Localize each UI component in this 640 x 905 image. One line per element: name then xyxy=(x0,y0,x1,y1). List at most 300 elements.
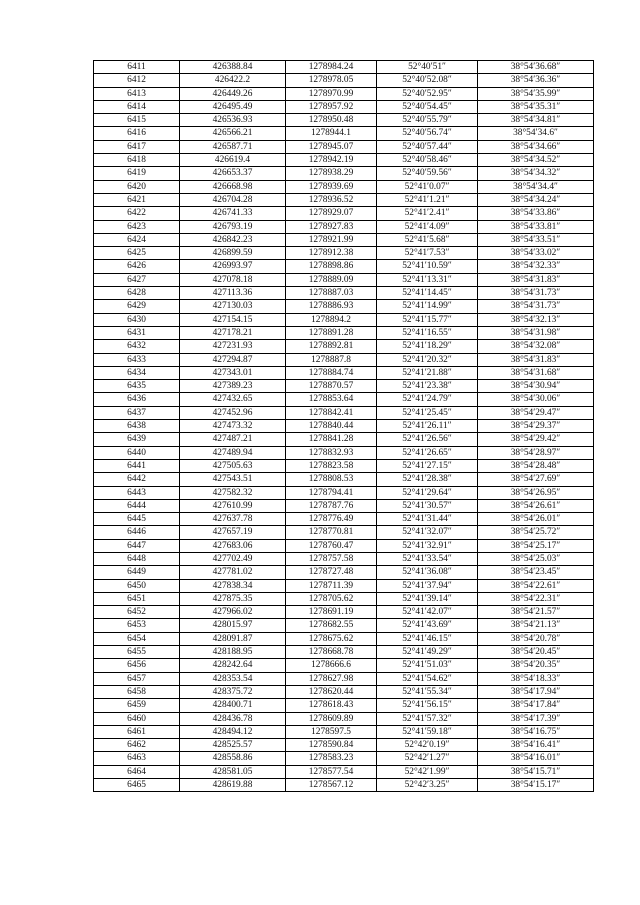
latitude-cell: 52°41′23.38″ xyxy=(377,380,478,393)
y-coordinate-cell: 1278891.28 xyxy=(286,326,377,339)
point-number-cell: 6444 xyxy=(94,499,180,512)
latitude-cell: 52°40′57.44″ xyxy=(377,140,478,153)
y-coordinate-cell: 1278898.86 xyxy=(286,260,377,273)
x-coordinate-cell: 428619.88 xyxy=(180,779,286,792)
x-coordinate-cell: 427294.87 xyxy=(180,353,286,366)
x-coordinate-cell: 427473.32 xyxy=(180,420,286,433)
point-number-cell: 6416 xyxy=(94,127,180,140)
x-coordinate-cell: 427683.06 xyxy=(180,539,286,552)
table-row xyxy=(94,61,594,74)
longitude-cell: 38°54′33.86″ xyxy=(478,207,594,220)
table-row xyxy=(94,725,594,738)
point-number-cell: 6457 xyxy=(94,672,180,685)
latitude-cell: 52°41′51.03″ xyxy=(377,659,478,672)
longitude-cell: 38°54′17.84″ xyxy=(478,699,594,712)
longitude-cell: 38°54′31.73″ xyxy=(478,300,594,313)
longitude-cell: 38°54′16.75″ xyxy=(478,725,594,738)
x-coordinate-cell: 426704.28 xyxy=(180,193,286,206)
y-coordinate-cell: 1278886.93 xyxy=(286,300,377,313)
longitude-cell: 38°54′34.24″ xyxy=(478,193,594,206)
table-row xyxy=(94,552,594,565)
point-number-cell: 6443 xyxy=(94,486,180,499)
latitude-cell: 52°42′1.99″ xyxy=(377,765,478,778)
longitude-cell: 38°54′33.81″ xyxy=(478,220,594,233)
longitude-cell: 38°54′25.03″ xyxy=(478,552,594,565)
y-coordinate-cell: 1278929.07 xyxy=(286,207,377,220)
table-row xyxy=(94,566,594,579)
table-row xyxy=(94,712,594,725)
point-number-cell: 6419 xyxy=(94,167,180,180)
point-number-cell: 6423 xyxy=(94,220,180,233)
latitude-cell: 52°41′16.55″ xyxy=(377,326,478,339)
y-coordinate-cell: 1278942.19 xyxy=(286,154,377,167)
x-coordinate-cell: 426653.37 xyxy=(180,167,286,180)
x-coordinate-cell: 426449.26 xyxy=(180,87,286,100)
latitude-cell: 52°40′52.95″ xyxy=(377,87,478,100)
point-number-cell: 6436 xyxy=(94,393,180,406)
point-number-cell: 6440 xyxy=(94,446,180,459)
y-coordinate-cell: 1278727.48 xyxy=(286,566,377,579)
point-number-cell: 6432 xyxy=(94,340,180,353)
y-coordinate-cell: 1278887.8 xyxy=(286,353,377,366)
x-coordinate-cell: 428525.57 xyxy=(180,739,286,752)
table-row xyxy=(94,393,594,406)
x-coordinate-cell: 426619.4 xyxy=(180,154,286,167)
latitude-cell: 52°41′26.65″ xyxy=(377,446,478,459)
table-row xyxy=(94,74,594,87)
table-row xyxy=(94,765,594,778)
point-number-cell: 6451 xyxy=(94,592,180,605)
x-coordinate-cell: 428558.86 xyxy=(180,752,286,765)
latitude-cell: 52°41′29.64″ xyxy=(377,486,478,499)
longitude-cell: 38°54′20.35″ xyxy=(478,659,594,672)
table-row xyxy=(94,366,594,379)
y-coordinate-cell: 1278675.62 xyxy=(286,632,377,645)
x-coordinate-cell: 427432.65 xyxy=(180,393,286,406)
point-number-cell: 6424 xyxy=(94,233,180,246)
point-number-cell: 6417 xyxy=(94,140,180,153)
point-number-cell: 6459 xyxy=(94,699,180,712)
longitude-cell: 38°54′30.94″ xyxy=(478,380,594,393)
latitude-cell: 52°41′14.45″ xyxy=(377,287,478,300)
latitude-cell: 52°41′57.32″ xyxy=(377,712,478,725)
latitude-cell: 52°41′28.38″ xyxy=(377,473,478,486)
table-row xyxy=(94,579,594,592)
x-coordinate-cell: 428436.78 xyxy=(180,712,286,725)
point-number-cell: 6425 xyxy=(94,247,180,260)
latitude-cell: 52°41′13.31″ xyxy=(377,273,478,286)
longitude-cell: 38°54′32.33″ xyxy=(478,260,594,273)
x-coordinate-cell: 426388.84 xyxy=(180,61,286,74)
latitude-cell: 52°41′46.15″ xyxy=(377,632,478,645)
point-number-cell: 6462 xyxy=(94,739,180,752)
latitude-cell: 52°41′49.29″ xyxy=(377,646,478,659)
y-coordinate-cell: 1278609.89 xyxy=(286,712,377,725)
x-coordinate-cell: 427505.63 xyxy=(180,459,286,472)
table-row xyxy=(94,752,594,765)
table-row xyxy=(94,353,594,366)
x-coordinate-cell: 427543.51 xyxy=(180,473,286,486)
table-row xyxy=(94,659,594,672)
latitude-cell: 52°41′5.68″ xyxy=(377,233,478,246)
table-row xyxy=(94,87,594,100)
point-number-cell: 6464 xyxy=(94,765,180,778)
longitude-cell: 38°54′27.69″ xyxy=(478,473,594,486)
latitude-cell: 52°40′54.45″ xyxy=(377,100,478,113)
x-coordinate-cell: 427452.96 xyxy=(180,406,286,419)
table-row xyxy=(94,592,594,605)
x-coordinate-cell: 427389.23 xyxy=(180,380,286,393)
latitude-cell: 52°41′10.59″ xyxy=(377,260,478,273)
latitude-cell: 52°41′14.99″ xyxy=(377,300,478,313)
y-coordinate-cell: 1278978.05 xyxy=(286,74,377,87)
x-coordinate-cell: 427966.02 xyxy=(180,606,286,619)
x-coordinate-cell: 426536.93 xyxy=(180,114,286,127)
point-number-cell: 6411 xyxy=(94,61,180,74)
point-number-cell: 6415 xyxy=(94,114,180,127)
longitude-cell: 38°54′26.61″ xyxy=(478,499,594,512)
x-coordinate-cell: 426842.23 xyxy=(180,233,286,246)
latitude-cell: 52°41′15.77″ xyxy=(377,313,478,326)
table-row xyxy=(94,260,594,273)
table-row xyxy=(94,180,594,193)
longitude-cell: 38°54′34.32″ xyxy=(478,167,594,180)
y-coordinate-cell: 1278711.39 xyxy=(286,579,377,592)
x-coordinate-cell: 428494.12 xyxy=(180,725,286,738)
y-coordinate-cell: 1278921.99 xyxy=(286,233,377,246)
point-number-cell: 6446 xyxy=(94,526,180,539)
table-row xyxy=(94,313,594,326)
table-row xyxy=(94,100,594,113)
y-coordinate-cell: 1278938.29 xyxy=(286,167,377,180)
table-row xyxy=(94,326,594,339)
latitude-cell: 52°40′52.08″ xyxy=(377,74,478,87)
latitude-cell: 52°40′55.79″ xyxy=(377,114,478,127)
point-number-cell: 6428 xyxy=(94,287,180,300)
point-number-cell: 6455 xyxy=(94,646,180,659)
point-number-cell: 6414 xyxy=(94,100,180,113)
table-row xyxy=(94,207,594,220)
point-number-cell: 6458 xyxy=(94,685,180,698)
y-coordinate-cell: 1278841.28 xyxy=(286,433,377,446)
latitude-cell: 52°40′56.74″ xyxy=(377,127,478,140)
y-coordinate-cell: 1278808.53 xyxy=(286,473,377,486)
longitude-cell: 38°54′31.98″ xyxy=(478,326,594,339)
latitude-cell: 52°41′21.88″ xyxy=(377,366,478,379)
longitude-cell: 38°54′31.83″ xyxy=(478,353,594,366)
latitude-cell: 52°42′3.25″ xyxy=(377,779,478,792)
table-row xyxy=(94,220,594,233)
y-coordinate-cell: 1278842.41 xyxy=(286,406,377,419)
point-number-cell: 6442 xyxy=(94,473,180,486)
x-coordinate-cell: 428188.95 xyxy=(180,646,286,659)
y-coordinate-cell: 1278912.38 xyxy=(286,247,377,260)
y-coordinate-cell: 1278627.98 xyxy=(286,672,377,685)
y-coordinate-cell: 1278567.12 xyxy=(286,779,377,792)
latitude-cell: 52°41′27.15″ xyxy=(377,459,478,472)
table-row xyxy=(94,247,594,260)
point-number-cell: 6445 xyxy=(94,513,180,526)
x-coordinate-cell: 428242.64 xyxy=(180,659,286,672)
y-coordinate-cell: 1278577.54 xyxy=(286,765,377,778)
table-row xyxy=(94,273,594,286)
x-coordinate-cell: 428353.54 xyxy=(180,672,286,685)
x-coordinate-cell: 427130.03 xyxy=(180,300,286,313)
x-coordinate-cell: 426793.19 xyxy=(180,220,286,233)
latitude-cell: 52°41′4.09″ xyxy=(377,220,478,233)
longitude-cell: 38°54′16.01″ xyxy=(478,752,594,765)
latitude-cell: 52°41′7.53″ xyxy=(377,247,478,260)
x-coordinate-cell: 427078.18 xyxy=(180,273,286,286)
table-row xyxy=(94,459,594,472)
latitude-cell: 52°41′32.07″ xyxy=(377,526,478,539)
table-row xyxy=(94,513,594,526)
point-number-cell: 6465 xyxy=(94,779,180,792)
latitude-cell: 52°41′59.18″ xyxy=(377,725,478,738)
longitude-cell: 38°54′26.01″ xyxy=(478,513,594,526)
longitude-cell: 38°54′26.95″ xyxy=(478,486,594,499)
longitude-cell: 38°54′22.31″ xyxy=(478,592,594,605)
table-row xyxy=(94,140,594,153)
table-row xyxy=(94,300,594,313)
x-coordinate-cell: 427702.49 xyxy=(180,552,286,565)
latitude-cell: 52°41′26.11″ xyxy=(377,420,478,433)
x-coordinate-cell: 428015.97 xyxy=(180,619,286,632)
coordinate-table xyxy=(93,60,594,792)
x-coordinate-cell: 428375.72 xyxy=(180,685,286,698)
longitude-cell: 38°54′34.6″ xyxy=(478,127,594,140)
x-coordinate-cell: 426566.21 xyxy=(180,127,286,140)
latitude-cell: 52°40′59.56″ xyxy=(377,167,478,180)
table-row xyxy=(94,420,594,433)
point-number-cell: 6413 xyxy=(94,87,180,100)
point-number-cell: 6439 xyxy=(94,433,180,446)
table-row xyxy=(94,433,594,446)
longitude-cell: 38°54′17.39″ xyxy=(478,712,594,725)
latitude-cell: 52°41′54.62″ xyxy=(377,672,478,685)
table-row xyxy=(94,406,594,419)
x-coordinate-cell: 427487.21 xyxy=(180,433,286,446)
table-row xyxy=(94,632,594,645)
table-row xyxy=(94,233,594,246)
x-coordinate-cell: 427838.34 xyxy=(180,579,286,592)
x-coordinate-cell: 426741.33 xyxy=(180,207,286,220)
latitude-cell: 52°41′25.45″ xyxy=(377,406,478,419)
y-coordinate-cell: 1278957.92 xyxy=(286,100,377,113)
table-row xyxy=(94,167,594,180)
latitude-cell: 52°41′18.29″ xyxy=(377,340,478,353)
x-coordinate-cell: 427343.01 xyxy=(180,366,286,379)
longitude-cell: 38°54′31.73″ xyxy=(478,287,594,300)
longitude-cell: 38°54′32.13″ xyxy=(478,313,594,326)
x-coordinate-cell: 427582.32 xyxy=(180,486,286,499)
x-coordinate-cell: 426899.59 xyxy=(180,247,286,260)
point-number-cell: 6437 xyxy=(94,406,180,419)
table-row xyxy=(94,539,594,552)
y-coordinate-cell: 1278823.58 xyxy=(286,459,377,472)
table-row xyxy=(94,446,594,459)
table-row xyxy=(94,672,594,685)
latitude-cell: 52°42′0.19″ xyxy=(377,739,478,752)
point-number-cell: 6453 xyxy=(94,619,180,632)
table-row xyxy=(94,619,594,632)
longitude-cell: 38°54′36.36″ xyxy=(478,74,594,87)
y-coordinate-cell: 1278887.03 xyxy=(286,287,377,300)
latitude-cell: 52°41′2.41″ xyxy=(377,207,478,220)
y-coordinate-cell: 1278984.24 xyxy=(286,61,377,74)
table-row xyxy=(94,380,594,393)
latitude-cell: 52°42′1.27″ xyxy=(377,752,478,765)
y-coordinate-cell: 1278944.1 xyxy=(286,127,377,140)
latitude-cell: 52°41′56.15″ xyxy=(377,699,478,712)
y-coordinate-cell: 1278666.6 xyxy=(286,659,377,672)
point-number-cell: 6426 xyxy=(94,260,180,273)
point-number-cell: 6435 xyxy=(94,380,180,393)
y-coordinate-cell: 1278832.93 xyxy=(286,446,377,459)
longitude-cell: 38°54′32.08″ xyxy=(478,340,594,353)
point-number-cell: 6421 xyxy=(94,193,180,206)
table-row xyxy=(94,685,594,698)
y-coordinate-cell: 1278892.81 xyxy=(286,340,377,353)
latitude-cell: 52°41′1.21″ xyxy=(377,193,478,206)
latitude-cell: 52°41′43.69″ xyxy=(377,619,478,632)
longitude-cell: 38°54′15.17″ xyxy=(478,779,594,792)
longitude-cell: 38°54′29.47″ xyxy=(478,406,594,419)
longitude-cell: 38°54′28.48″ xyxy=(478,459,594,472)
point-number-cell: 6429 xyxy=(94,300,180,313)
latitude-cell: 52°41′42.07″ xyxy=(377,606,478,619)
longitude-cell: 38°54′29.37″ xyxy=(478,420,594,433)
longitude-cell: 38°54′35.31″ xyxy=(478,100,594,113)
y-coordinate-cell: 1278590.84 xyxy=(286,739,377,752)
point-number-cell: 6420 xyxy=(94,180,180,193)
table-row xyxy=(94,486,594,499)
latitude-cell: 52°41′36.08″ xyxy=(377,566,478,579)
y-coordinate-cell: 1278776.49 xyxy=(286,513,377,526)
longitude-cell: 38°54′16.41″ xyxy=(478,739,594,752)
y-coordinate-cell: 1278853.64 xyxy=(286,393,377,406)
x-coordinate-cell: 427113.36 xyxy=(180,287,286,300)
longitude-cell: 38°54′18.33″ xyxy=(478,672,594,685)
point-number-cell: 6461 xyxy=(94,725,180,738)
latitude-cell: 52°41′33.54″ xyxy=(377,552,478,565)
table-row xyxy=(94,499,594,512)
y-coordinate-cell: 1278945.07 xyxy=(286,140,377,153)
point-number-cell: 6433 xyxy=(94,353,180,366)
x-coordinate-cell: 428091.87 xyxy=(180,632,286,645)
x-coordinate-cell: 428581.05 xyxy=(180,765,286,778)
point-number-cell: 6441 xyxy=(94,459,180,472)
table-row xyxy=(94,127,594,140)
y-coordinate-cell: 1278939.69 xyxy=(286,180,377,193)
table-row xyxy=(94,154,594,167)
y-coordinate-cell: 1278583.23 xyxy=(286,752,377,765)
y-coordinate-cell: 1278760.47 xyxy=(286,539,377,552)
table-body xyxy=(94,61,594,792)
latitude-cell: 52°41′37.94″ xyxy=(377,579,478,592)
y-coordinate-cell: 1278787.76 xyxy=(286,499,377,512)
point-number-cell: 6463 xyxy=(94,752,180,765)
longitude-cell: 38°54′23.45″ xyxy=(478,566,594,579)
latitude-cell: 52°41′32.91″ xyxy=(377,539,478,552)
x-coordinate-cell: 427231.93 xyxy=(180,340,286,353)
point-number-cell: 6456 xyxy=(94,659,180,672)
latitude-cell: 52°41′39.14″ xyxy=(377,592,478,605)
longitude-cell: 38°54′31.68″ xyxy=(478,366,594,379)
point-number-cell: 6422 xyxy=(94,207,180,220)
table-row xyxy=(94,606,594,619)
point-number-cell: 6412 xyxy=(94,74,180,87)
x-coordinate-cell: 427610.99 xyxy=(180,499,286,512)
y-coordinate-cell: 1278884.74 xyxy=(286,366,377,379)
longitude-cell: 38°54′30.06″ xyxy=(478,393,594,406)
latitude-cell: 52°41′31.44″ xyxy=(377,513,478,526)
table-row xyxy=(94,114,594,127)
longitude-cell: 38°54′20.45″ xyxy=(478,646,594,659)
longitude-cell: 38°54′28.97″ xyxy=(478,446,594,459)
longitude-cell: 38°54′25.72″ xyxy=(478,526,594,539)
longitude-cell: 38°54′15.71″ xyxy=(478,765,594,778)
longitude-cell: 38°54′34.52″ xyxy=(478,154,594,167)
point-number-cell: 6460 xyxy=(94,712,180,725)
longitude-cell: 38°54′34.66″ xyxy=(478,140,594,153)
x-coordinate-cell: 426495.49 xyxy=(180,100,286,113)
x-coordinate-cell: 426422.2 xyxy=(180,74,286,87)
longitude-cell: 38°54′33.02″ xyxy=(478,247,594,260)
point-number-cell: 6447 xyxy=(94,539,180,552)
point-number-cell: 6450 xyxy=(94,579,180,592)
point-number-cell: 6448 xyxy=(94,552,180,565)
latitude-cell: 52°41′24.79″ xyxy=(377,393,478,406)
point-number-cell: 6438 xyxy=(94,420,180,433)
x-coordinate-cell: 426993.97 xyxy=(180,260,286,273)
longitude-cell: 38°54′31.83″ xyxy=(478,273,594,286)
table-row xyxy=(94,193,594,206)
longitude-cell: 38°54′20.78″ xyxy=(478,632,594,645)
x-coordinate-cell: 427637.78 xyxy=(180,513,286,526)
x-coordinate-cell: 427781.02 xyxy=(180,566,286,579)
y-coordinate-cell: 1278927.83 xyxy=(286,220,377,233)
y-coordinate-cell: 1278618.43 xyxy=(286,699,377,712)
x-coordinate-cell: 427875.35 xyxy=(180,592,286,605)
y-coordinate-cell: 1278950.48 xyxy=(286,114,377,127)
longitude-cell: 38°54′17.94″ xyxy=(478,685,594,698)
y-coordinate-cell: 1278970.99 xyxy=(286,87,377,100)
point-number-cell: 6431 xyxy=(94,326,180,339)
point-number-cell: 6452 xyxy=(94,606,180,619)
point-number-cell: 6449 xyxy=(94,566,180,579)
point-number-cell: 6418 xyxy=(94,154,180,167)
table-row xyxy=(94,340,594,353)
longitude-cell: 38°54′33.51″ xyxy=(478,233,594,246)
longitude-cell: 38°54′22.61″ xyxy=(478,579,594,592)
table-row xyxy=(94,779,594,792)
point-number-cell: 6430 xyxy=(94,313,180,326)
latitude-cell: 52°41′20.32″ xyxy=(377,353,478,366)
latitude-cell: 52°40′58.46″ xyxy=(377,154,478,167)
longitude-cell: 38°54′34.4″ xyxy=(478,180,594,193)
point-number-cell: 6434 xyxy=(94,366,180,379)
y-coordinate-cell: 1278889.09 xyxy=(286,273,377,286)
latitude-cell: 52°40′51″ xyxy=(377,61,478,74)
x-coordinate-cell: 428400.71 xyxy=(180,699,286,712)
latitude-cell: 52°41′0.07″ xyxy=(377,180,478,193)
y-coordinate-cell: 1278794.41 xyxy=(286,486,377,499)
point-number-cell: 6454 xyxy=(94,632,180,645)
table-row xyxy=(94,699,594,712)
longitude-cell: 38°54′21.57″ xyxy=(478,606,594,619)
latitude-cell: 52°41′26.56″ xyxy=(377,433,478,446)
